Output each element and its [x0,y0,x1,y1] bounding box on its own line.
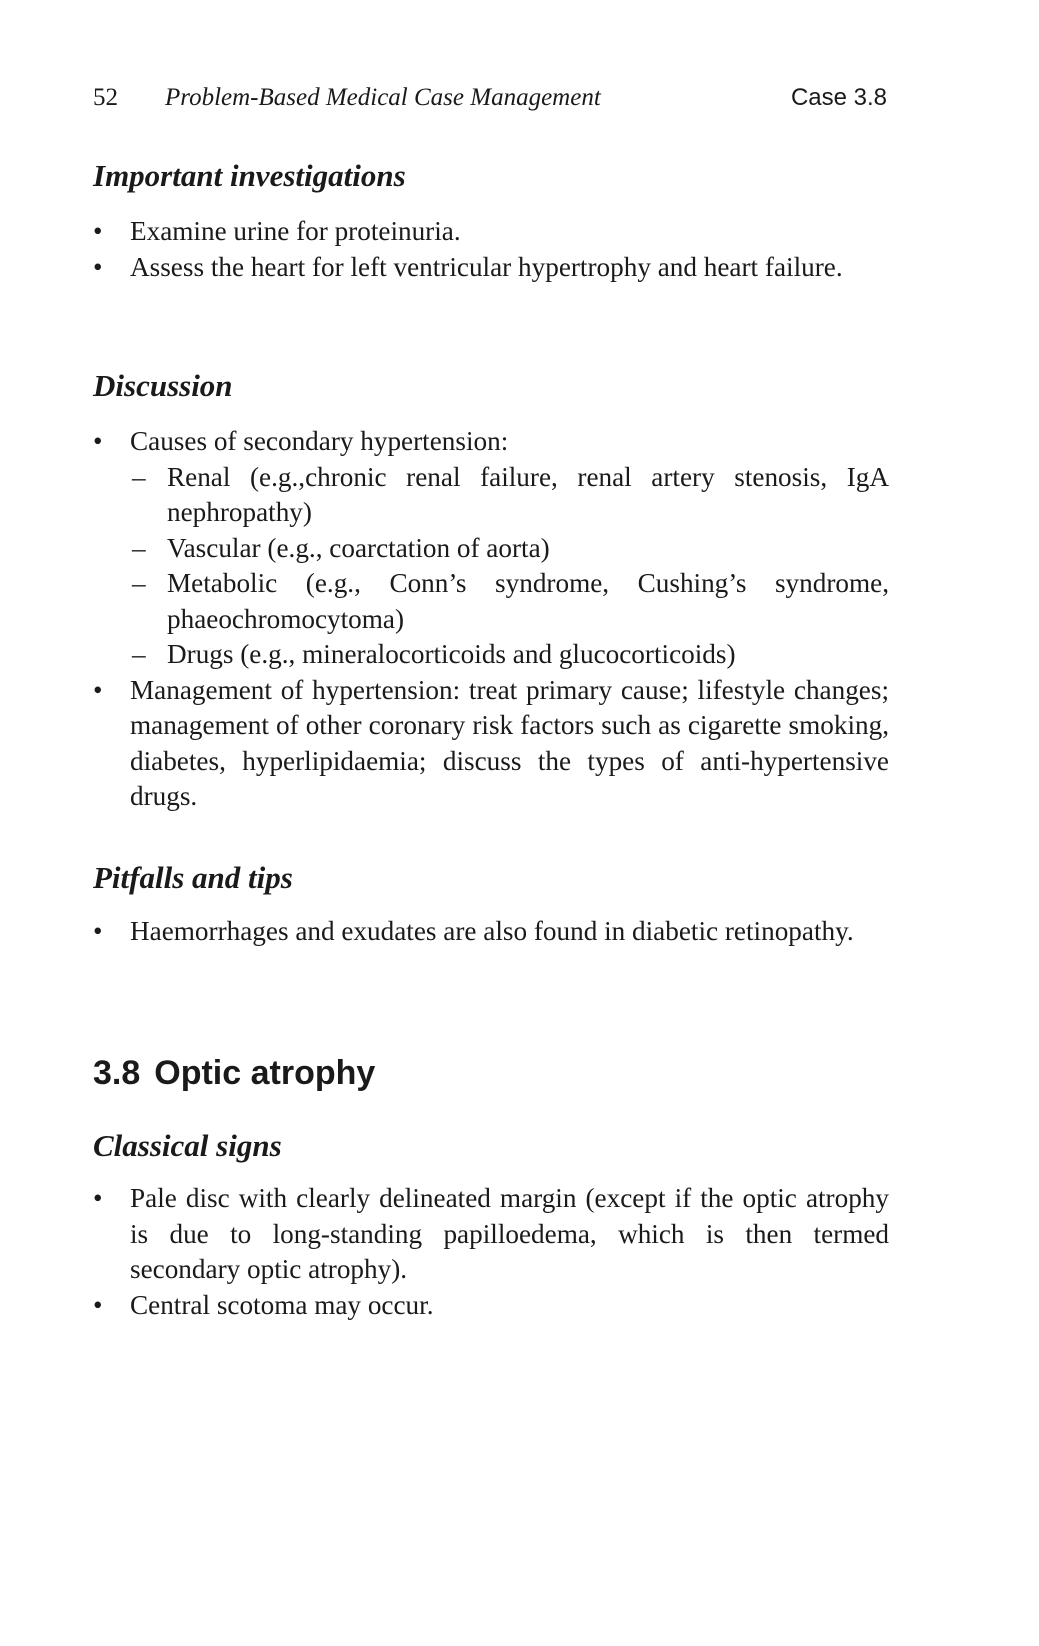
book-title: Problem-Based Medical Case Management [165,84,601,111]
list-item: • Pale disc with clearly delineated margin (except if the optic atrophy is due to long-standing papilloedema, which is then termed secondary optic atrophy). [93,1181,889,1288]
list-item: • Haemorrhages and exudates are also found in diabetic retinopathy. [93,914,889,950]
causes-sublist [130,460,889,673]
discussion-list [93,424,889,815]
section-number: 3.8 [93,1054,141,1092]
sublist-item: – Vascular (e.g., coarctation of aorta) [130,531,889,567]
heading-discussion: Discussion [93,368,233,403]
sublist-item: – Drugs (e.g., mineralocorticoids and glucocorticoids) [130,637,889,673]
section-title-optic-atrophy [93,1054,375,1093]
causes-intro: Causes of secondary hypertension: [130,426,509,456]
list-item: • Central scotoma may occur. [93,1288,889,1324]
sublist-item: – Renal (e.g.,chronic renal failure, renal artery stenosis, IgA nephropathy) [130,460,889,531]
list-item-management: • Management of hypertension: treat primary cause; lifestyle changes; management of other coronary risk factors such as cigarette smoking, diabetes, hyperlipidaemia; discuss the types of anti-hypertensive drugs. [93,673,889,815]
sublist-item: – Metabolic (e.g., Conn’s syndrome, Cushing’s syndrome, phaeochromocytoma) [130,566,889,637]
section-title-text: Optic atrophy [154,1054,376,1092]
running-header [93,84,887,118]
list-item-causes [93,424,889,673]
case-label: Case 3.8 [790,84,887,111]
list-item: • Examine urine for proteinuria. [93,214,889,250]
page-number: 52 [93,84,118,111]
investigations-list [93,214,889,285]
classical-signs-list [93,1181,889,1323]
heading-important-investigations: Important investigations [93,158,406,193]
pitfalls-list [93,914,889,950]
list-item: • Assess the heart for left ventricular hypertrophy and heart failure. [93,250,889,286]
heading-classical-signs: Classical signs [93,1128,282,1163]
heading-pitfalls-and-tips: Pitfalls and tips [93,860,293,895]
